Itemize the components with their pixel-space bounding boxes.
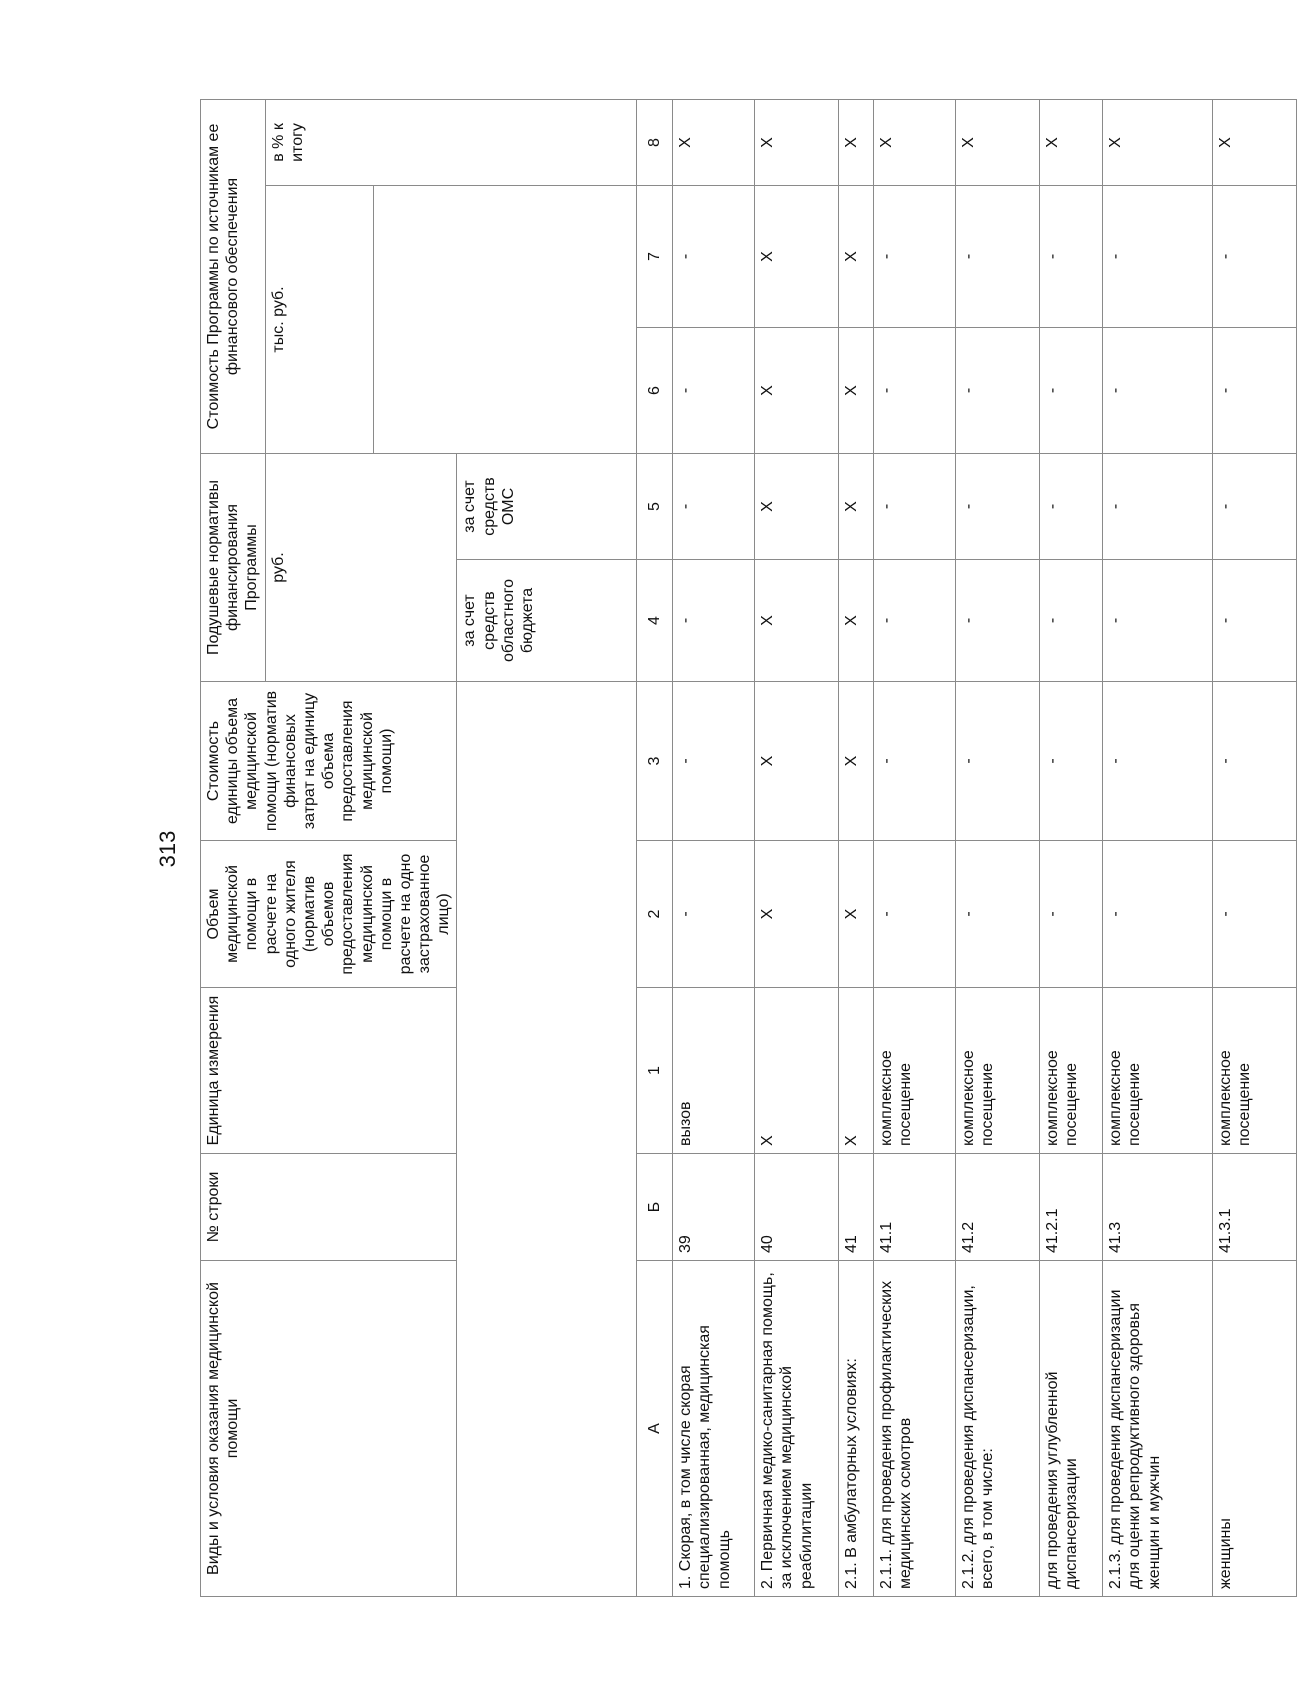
row-percent: X xyxy=(673,99,755,185)
column-number: 6 xyxy=(637,327,673,453)
header-oms-5: за счет средств ОМС xyxy=(457,453,637,559)
row-unit: комплексное посещение xyxy=(955,988,1039,1154)
row-unit: комплексное посещение xyxy=(1212,988,1296,1154)
header-unit-thousand-rub: тыс. руб. xyxy=(265,185,373,453)
row-unit-cost: - xyxy=(1212,682,1296,841)
column-number: 8 xyxy=(637,99,673,185)
row-cost-regional: - xyxy=(955,327,1039,453)
rotated-table-container xyxy=(200,100,1253,1597)
row-unit: комплексное посещение xyxy=(873,988,955,1154)
table-row xyxy=(839,99,874,1596)
column-numbers-row xyxy=(637,99,673,1596)
row-unit-cost: X xyxy=(755,682,839,841)
row-unit: комплексное посещение xyxy=(1040,988,1103,1154)
row-volume: X xyxy=(755,841,839,988)
column-number: 1 xyxy=(637,988,673,1154)
table-row xyxy=(955,99,1039,1596)
table-row xyxy=(1212,99,1296,1596)
row-per-capita-oms: - xyxy=(873,453,955,559)
row-per-capita-regional: X xyxy=(755,560,839,682)
header-regional-budget-4: за счет средств областного бюджета xyxy=(457,560,637,682)
row-unit-cost: - xyxy=(873,682,955,841)
row-line-number: 41.1 xyxy=(873,1154,955,1261)
row-per-capita-regional: X xyxy=(839,560,874,682)
cost-table xyxy=(200,99,1297,1597)
row-volume: - xyxy=(873,841,955,988)
row-percent: X xyxy=(1212,99,1296,185)
header-line-number: № строки xyxy=(201,1154,457,1261)
column-number: 7 xyxy=(637,185,673,327)
header-unit-thousand-rub-spacer xyxy=(373,185,637,453)
row-label: 2.1.2. для проведения диспансеризации, всего, в том числе: xyxy=(955,1261,1039,1597)
row-unit-cost: X xyxy=(839,682,874,841)
row-percent: X xyxy=(839,99,874,185)
row-line-number: 41.3 xyxy=(1103,1154,1212,1261)
row-volume: - xyxy=(955,841,1039,988)
row-cost-oms: - xyxy=(955,185,1039,327)
table-row xyxy=(755,99,839,1596)
row-line-number: 40 xyxy=(755,1154,839,1261)
row-percent: X xyxy=(955,99,1039,185)
row-unit: X xyxy=(839,988,874,1154)
header-spacer xyxy=(457,682,637,1597)
row-cost-regional: - xyxy=(873,327,955,453)
column-number: 3 xyxy=(637,682,673,841)
row-cost-oms: - xyxy=(1212,185,1296,327)
header-unit: Единица измерения xyxy=(201,988,457,1154)
row-per-capita-oms: - xyxy=(1103,453,1212,559)
row-unit: вызов xyxy=(673,988,755,1154)
row-label: 2. Первичная медико-санитарная помощь, за исключением медицинской реабилитации xyxy=(755,1261,839,1597)
row-cost-oms: - xyxy=(673,185,755,327)
row-volume: - xyxy=(673,841,755,988)
header-types-conditions: Виды и условия оказания медицинской помощи xyxy=(201,1261,457,1597)
row-per-capita-oms: - xyxy=(1212,453,1296,559)
row-label: 1. Скорая, в том числе скорая специализированная, медицинская помощь xyxy=(673,1261,755,1597)
page-number: 313 xyxy=(155,830,180,868)
row-unit: X xyxy=(755,988,839,1154)
row-per-capita-regional: - xyxy=(873,560,955,682)
row-unit: комплексное посещение xyxy=(1103,988,1212,1154)
row-label: женщины xyxy=(1212,1261,1296,1597)
header-unit-cost: Стоимость единицы объема медицинской помощи (норматив финансовых затрат на единицу объема предоставления медицинской помощи) xyxy=(201,682,457,841)
row-per-capita-oms: - xyxy=(1040,453,1103,559)
header-per-capita-standards: Подушевые нормативы финансирования Программы xyxy=(201,453,266,681)
row-percent: X xyxy=(755,99,839,185)
row-per-capita-oms: X xyxy=(839,453,874,559)
header-unit-rub: руб. xyxy=(265,453,457,681)
row-per-capita-oms: - xyxy=(673,453,755,559)
row-label: для проведения углубленной диспансеризации xyxy=(1040,1261,1103,1597)
row-per-capita-regional: - xyxy=(1212,560,1296,682)
row-line-number: 41.3.1 xyxy=(1212,1154,1296,1261)
row-per-capita-regional: - xyxy=(673,560,755,682)
row-cost-regional: X xyxy=(755,327,839,453)
row-percent: X xyxy=(873,99,955,185)
column-number: 5 xyxy=(637,453,673,559)
row-per-capita-oms: X xyxy=(755,453,839,559)
row-cost-oms: X xyxy=(755,185,839,327)
row-label: 2.1. В амбулаторных условиях: xyxy=(839,1261,874,1597)
row-unit-cost: - xyxy=(955,682,1039,841)
row-percent: X xyxy=(1040,99,1103,185)
row-cost-regional: - xyxy=(1040,327,1103,453)
row-cost-oms: - xyxy=(1040,185,1103,327)
row-unit-cost: - xyxy=(673,682,755,841)
row-per-capita-oms: - xyxy=(955,453,1039,559)
row-per-capita-regional: - xyxy=(1040,560,1103,682)
row-label: 2.1.1. для проведения профилактических медицинских осмотров xyxy=(873,1261,955,1597)
row-line-number: 41 xyxy=(839,1154,874,1261)
row-volume: - xyxy=(1212,841,1296,988)
row-per-capita-regional: - xyxy=(1103,560,1212,682)
row-percent: X xyxy=(1103,99,1212,185)
row-unit-cost: - xyxy=(1040,682,1103,841)
column-number: 4 xyxy=(637,560,673,682)
row-cost-oms: X xyxy=(839,185,874,327)
row-cost-regional: - xyxy=(1212,327,1296,453)
table-row xyxy=(673,99,755,1596)
row-unit-cost: - xyxy=(1103,682,1212,841)
table-row xyxy=(873,99,955,1596)
column-number: Б xyxy=(637,1154,673,1261)
header-program-cost: Стоимость Программы по источникам ее финансового обеспечения xyxy=(201,99,266,453)
row-line-number: 41.2 xyxy=(955,1154,1039,1261)
row-cost-regional: X xyxy=(839,327,874,453)
table-row xyxy=(1103,99,1212,1596)
column-number: А xyxy=(637,1261,673,1597)
row-label: 2.1.3. для проведения диспансеризации для оценки репродуктивного здоровья женщин и мужчин xyxy=(1103,1261,1212,1597)
row-cost-oms: - xyxy=(1103,185,1212,327)
row-volume: - xyxy=(1103,841,1212,988)
header-percent-total: в % к итогу xyxy=(265,99,637,185)
table-row xyxy=(1040,99,1103,1596)
row-cost-oms: - xyxy=(873,185,955,327)
row-volume: - xyxy=(1040,841,1103,988)
row-per-capita-regional: - xyxy=(955,560,1039,682)
row-line-number: 41.2.1 xyxy=(1040,1154,1103,1261)
row-line-number: 39 xyxy=(673,1154,755,1261)
header-volume: Объем медицинской помощи в расчете на одного жителя (норматив объемов предоставления медицинской помощи в расчете на одно застрахованное лицо) xyxy=(201,841,457,988)
column-number: 2 xyxy=(637,841,673,988)
row-cost-regional: - xyxy=(1103,327,1212,453)
row-cost-regional: - xyxy=(673,327,755,453)
row-volume: X xyxy=(839,841,874,988)
